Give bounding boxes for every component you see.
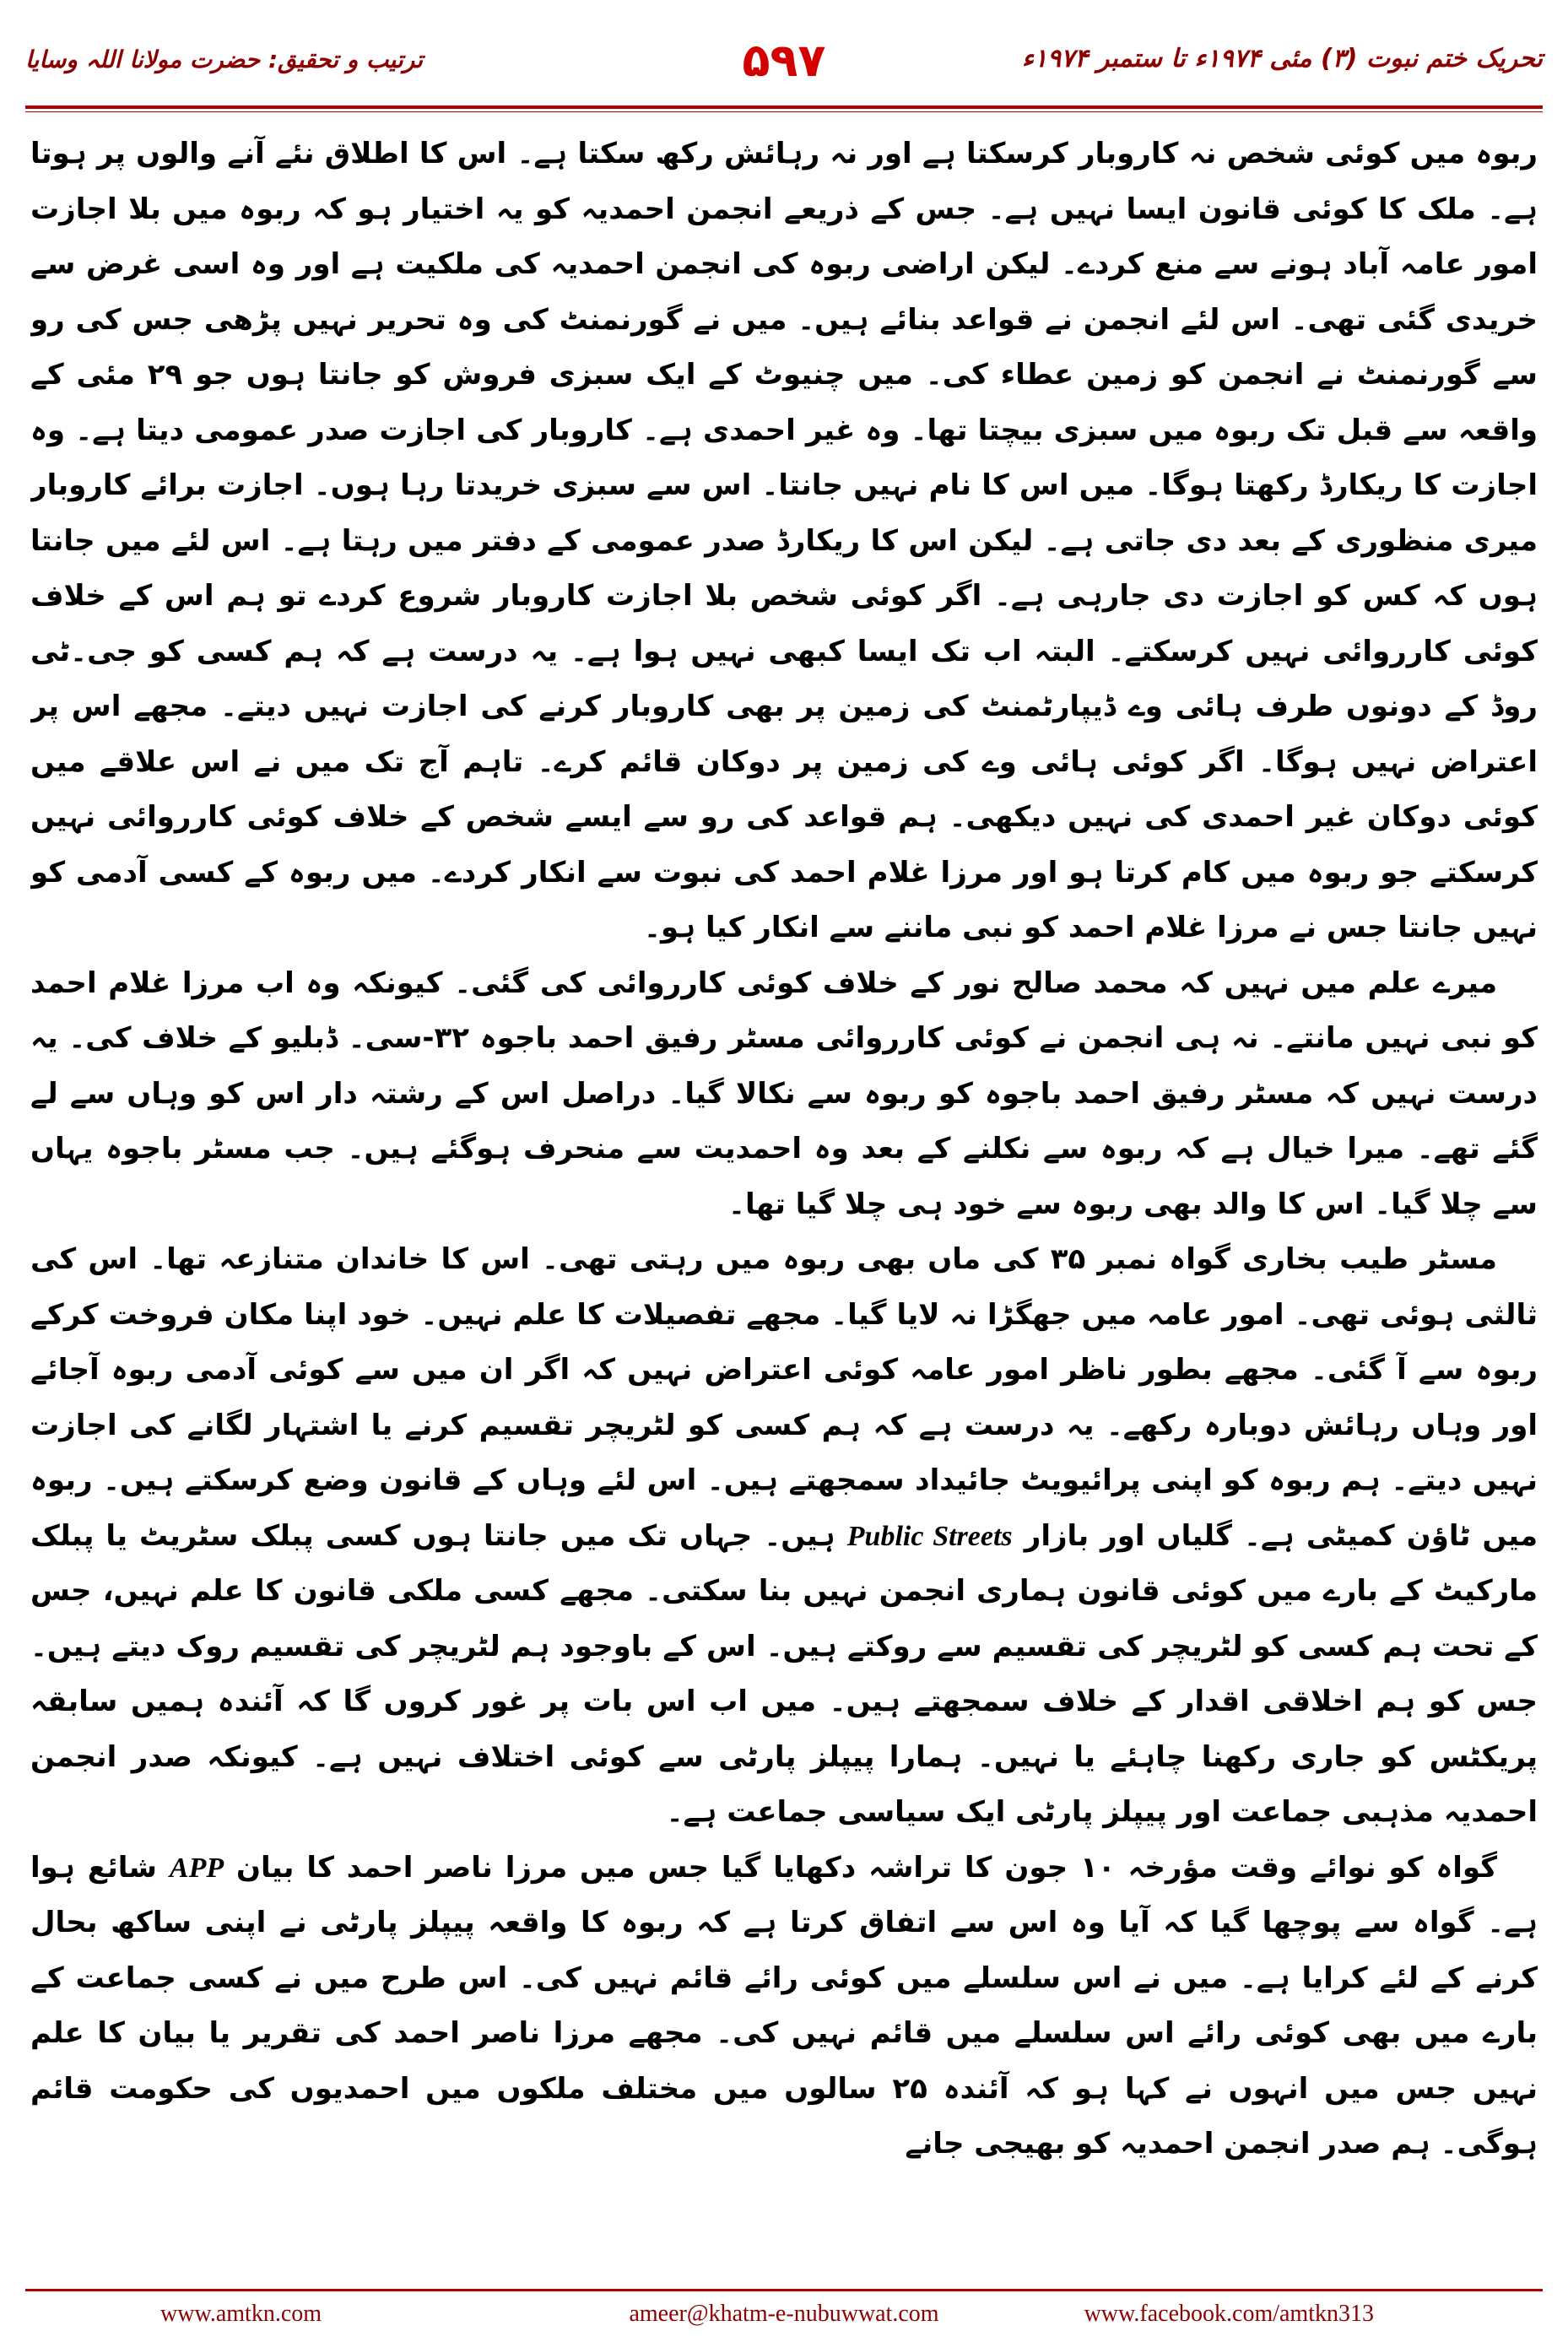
paragraph-3-part-b: ہیں۔ جہاں تک میں جانتا ہوں کسی پبلک سٹریٹ یا پبلک مارکیٹ کے بارے میں کوئی قانون ہماری انجمن نہیں بنا سکتی۔ مجھے کسی ملکی قانون کا علم نہیں، جس کے تحت ہم کسی کو لٹریچر کی تقسیم سے روکتے ہیں۔ اس کے باوجود ہم لٹریچر کی تقسیم روک دیتے ہیں۔ جس کو ہم اخلاقی اقدار کے خلاف سمجھتے ہیں۔ میں اب اس بات پر غور کروں گا کہ آئندہ ہمیں سابقہ پریکٹس کو جاری رکھنا چاہئے یا نہیں۔ ہمارا پیپلز پارٹی سے کوئی اختلاف نہیں ہے۔ کیونکہ صدر انجمن احمدیہ مذہبی جماعت اور پیپلز پارٹی ایک سیاسی جماعت ہے۔ bbox=[30, 1518, 1538, 1829]
body-text bbox=[30, 127, 1538, 2287]
book-title: تحریک ختم نبوت (۳) مئی ۱۹۷۴ء تا ستمبر ۱۹۷۴ء bbox=[1021, 44, 1543, 73]
paragraph-4-part-b: شائع ہوا ہے۔ گواہ سے پوچھا گیا کہ آیا وہ اس سے اتفاق کرتا ہے کہ ربوہ کا واقعہ پیپلز پارٹی نے اپنی ساکھ بحال کرنے کے لئے کرایا ہے۔ میں نے اس سلسلے میں کوئی رائے قائم نہیں کی۔ اس طرح میں نے کسی جماعت کے بارے میں بھی کوئی رائے اس سلسلے میں قائم نہیں کی۔ مجھے مرزا ناصر احمد کی تقریر یا بیان کا علم نہیں جس میں انہوں نے کہا ہو کہ آئندہ ۲۵ سالوں میں مختلف ملکوں میں احمدیوں کی حکومت قائم ہوگی۔ ہم صدر انجمن احمدیہ کو بھیجی جانے bbox=[30, 1850, 1538, 2161]
paragraph-1: ربوہ میں کوئی شخص نہ کاروبار کرسکتا ہے اور نہ رہائش رکھ سکتا ہے۔ اس کا اطلاق نئے آنے والوں پر ہوتا ہے۔ ملک کا کوئی قانون ایسا نہیں ہے۔ جس کے ذریعے انجمن احمدیہ کو یہ اختیار ہو کہ ربوہ میں بلا اجازت امور عامہ آباد ہونے سے منع کردے۔ لیکن اراضی ربوہ کی انجمن احمدیہ کی ملکیت ہے اور وہ اسی غرض سے خریدی گئی تھی۔ اس لئے انجمن نے قواعد بنائے ہیں۔ میں نے گورنمنٹ کی وہ تحریر نہیں پڑھی جس کی رو سے گورنمنٹ نے انجمن کو زمین عطاء کی۔ میں چنیوٹ کے ایک سبزی فروش کو جانتا ہوں جو ۲۹ مئی کے واقعہ سے قبل تک ربوہ میں سبزی بیچتا تھا۔ وہ غیر احمدی ہے۔ کاروبار کی اجازت صدر عمومی دیتا ہے۔ وہ اجازت کا ریکارڈ رکھتا ہوگا۔ میں اس کا نام نہیں جانتا۔ اس سے سبزی خریدتا رہا ہوں۔ اجازت برائے کاروبار میری منظوری کے بعد دی جاتی ہے۔ لیکن اس کا ریکارڈ صدر عمومی کے دفتر میں رہتا ہے۔ اس لئے میں جانتا ہوں کہ کس کو اجازت دی جارہی ہے۔ اگر کوئی شخص بلا اجازت کاروبار شروع کردے تو ہم اس کے خلاف کوئی کارروائی نہیں کرسکتے۔ البتہ اب تک ایسا کبھی نہیں ہوا ہے۔ یہ درست ہے کہ ہم کسی کو جی۔ٹی روڈ کے دونوں طرف ہائی وے ڈیپارٹمنٹ کی زمین پر بھی کاروبار کرنے کی اجازت نہیں دیتے۔ مجھے اس پر اعتراض نہیں ہوگا۔ اگر کوئی ہائی وے کی زمین پر دوکان قائم کرے۔ تاہم آج تک میں نے اس علاقے میں کوئی دوکان غیر احمدی کی نہیں دیکھی۔ ہم قواعد کی رو سے ایسے شخص کے خلاف کوئی کارروائی نہیں کرسکتے جو ربوہ میں کام کرتا ہو اور مرزا غلام احمد کی نبوت سے انکار کردے۔ میں ربوہ کے کسی آدمی کو نہیں جانتا جس نے مرزا غلام احمد کو نبی ماننے سے انکار کیا ہو۔ bbox=[30, 137, 1538, 944]
paragraph-4-part-a: گواہ کو نوائے وقت مؤرخہ ۱۰ جون کا تراشہ دکھایا گیا جس میں مرزا ناصر احمد کا بیان bbox=[236, 1850, 1498, 1885]
paragraph-3 bbox=[30, 1232, 1538, 1841]
website-link[interactable]: www.amtkn.com bbox=[160, 2301, 322, 2327]
facebook-link[interactable]: www.facebook.com/amtkn313 bbox=[1084, 2301, 1374, 2327]
email-link[interactable]: ameer@khatm-e-nubuwwat.com bbox=[629, 2301, 939, 2327]
paragraph-3-part-a: مسٹر طیب بخاری گواہ نمبر ۳۵ کی ماں بھی ربوہ میں رہتی تھی۔ اس کا خاندان متنازعہ تھا۔ اس کی ثالثی ہوئی تھی۔ امور عامہ میں جھگڑا نہ لایا گیا۔ مجھے تفصیلات کا علم نہیں۔ خود اپنا مکان فروخت کرکے ربوہ سے آ گئی۔ مجھے بطور ناظر امور عامہ کوئی اعتراض نہیں کہ اگر ان میں سے کوئی آدمی ربوہ آجائے اور وہاں رہائش دوبارہ رکھے۔ یہ درست ہے کہ ہم کسی کو لٹریچر تقسیم کرنے یا اشتہار لگانے کی اجازت نہیں دیتے۔ ہم ربوہ کو اپنی پرائیویٹ جائیداد سمجھتے ہیں۔ اس لئے وہاں کے قانون وضع کرسکتے ہیں۔ ربوہ میں ٹاؤن کمیٹی ہے۔ گلیاں اور بازار bbox=[30, 1242, 1538, 1553]
page-number: ۵۹۷ bbox=[742, 34, 826, 87]
page-header bbox=[25, 34, 1543, 110]
paragraph-2: میرے علم میں نہیں کہ محمد صالح نور کے خلاف کوئی کارروائی کی گئی۔ کیونکہ وہ اب مرزا غلام احمد کو نبی نہیں مانتے۔ نہ ہی انجمن نے کوئی کارروائی مسٹر رفیق احمد باجوہ ۳۲-سی۔ ڈبلیو کے خلاف کی۔ یہ درست نہیں کہ مسٹر رفیق احمد باجوہ کو ربوہ سے نکالا گیا۔ دراصل اس کے رشتہ دار اس کو وہاں سے لے گئے تھے۔ میرا خیال ہے کہ ربوہ سے نکلنے کے بعد وہ احمدیت سے منحرف ہوگئے ہیں۔ جب مسٹر باجوہ یہاں سے چلا گیا۔ اس کا والد بھی ربوہ سے خود ہی چلا گیا تھا۔ bbox=[30, 965, 1538, 1221]
header-divider bbox=[25, 105, 1543, 109]
page-footer bbox=[0, 2289, 1568, 2342]
english-term-app: APP bbox=[169, 1852, 224, 1884]
compiler-credit: ترتیب و تحقیق: حضرت مولانا اللہ وسایا bbox=[25, 46, 423, 73]
paragraph-4 bbox=[30, 1841, 1538, 2172]
header-divider-thin bbox=[25, 111, 1543, 112]
footer-divider bbox=[25, 2289, 1543, 2291]
english-term-public-streets: Public Streets bbox=[846, 1520, 1013, 1552]
